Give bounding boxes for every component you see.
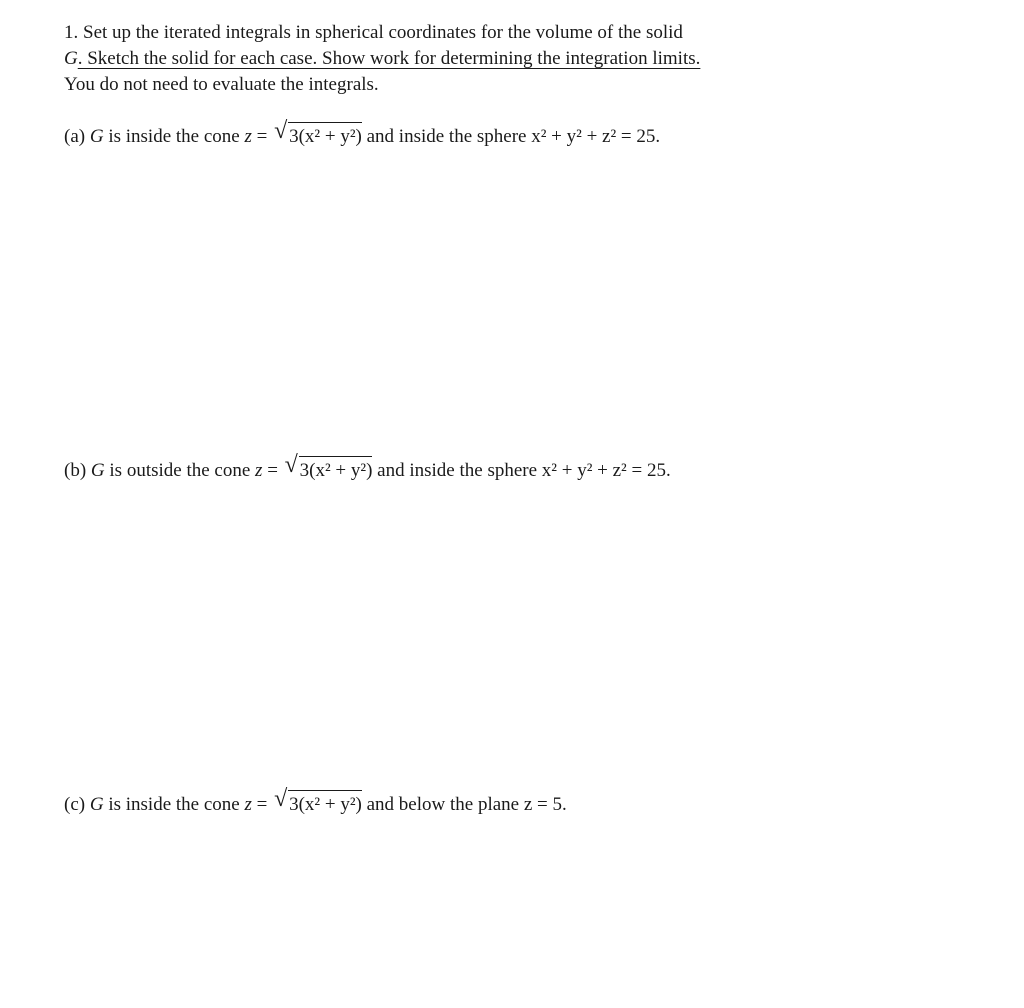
part-a bbox=[64, 118, 864, 150]
part-b-sqrt bbox=[284, 452, 373, 484]
part-a-eq: = bbox=[256, 126, 268, 147]
part-a-sqrt bbox=[274, 118, 362, 150]
part-a-pre: is inside the cone bbox=[108, 126, 240, 147]
part-c-var: G bbox=[89, 794, 104, 815]
part-c-mid: and below the plane bbox=[366, 794, 520, 815]
part-b-eq: = bbox=[267, 460, 278, 481]
part-b bbox=[64, 452, 864, 484]
part-c-lhs: z bbox=[244, 794, 252, 815]
part-a-radicand: 3(x² + y²) bbox=[288, 122, 362, 150]
intro-line-3: You do not need to evaluate the integrals. bbox=[64, 74, 379, 95]
intro-underlined-text: . Sketch the solid for each case. Show work for determining the integration limits. bbox=[77, 48, 701, 69]
part-b-rhs: x² + y² + z² = 25. bbox=[541, 460, 671, 481]
part-c-pre: is inside the cone bbox=[108, 794, 240, 815]
part-b-radicand: 3(x² + y²) bbox=[299, 456, 373, 484]
part-c bbox=[64, 786, 864, 818]
part-c-radicand: 3(x² + y²) bbox=[288, 790, 362, 818]
part-a-var: G bbox=[89, 126, 104, 147]
part-b-mid: and inside the sphere bbox=[377, 460, 538, 481]
part-a-rhs: x² + y² + z² = 25. bbox=[531, 126, 661, 147]
part-c-label: (c) bbox=[64, 794, 86, 815]
problem-intro bbox=[64, 20, 844, 98]
intro-line-1: 1. Set up the iterated integrals in spherical coordinates for the volume of the solid bbox=[64, 22, 683, 43]
radical-icon: √ bbox=[274, 786, 288, 812]
part-b-lhs: z bbox=[255, 460, 263, 481]
radical-icon: √ bbox=[274, 118, 288, 144]
part-b-pre: is outside the cone bbox=[109, 460, 251, 481]
part-a-mid: and inside the sphere bbox=[366, 126, 527, 147]
radical-icon: √ bbox=[284, 452, 298, 478]
part-c-eq: = bbox=[256, 794, 268, 815]
intro-line-2 bbox=[64, 46, 844, 72]
part-a-lhs: z bbox=[244, 126, 252, 147]
part-b-var: G bbox=[90, 460, 105, 481]
part-b-label: (b) bbox=[64, 460, 87, 481]
intro-var-g: G bbox=[64, 48, 78, 69]
part-c-sqrt bbox=[274, 786, 362, 818]
part-a-label: (a) bbox=[64, 126, 86, 147]
part-c-rhs: z = 5. bbox=[523, 794, 567, 815]
